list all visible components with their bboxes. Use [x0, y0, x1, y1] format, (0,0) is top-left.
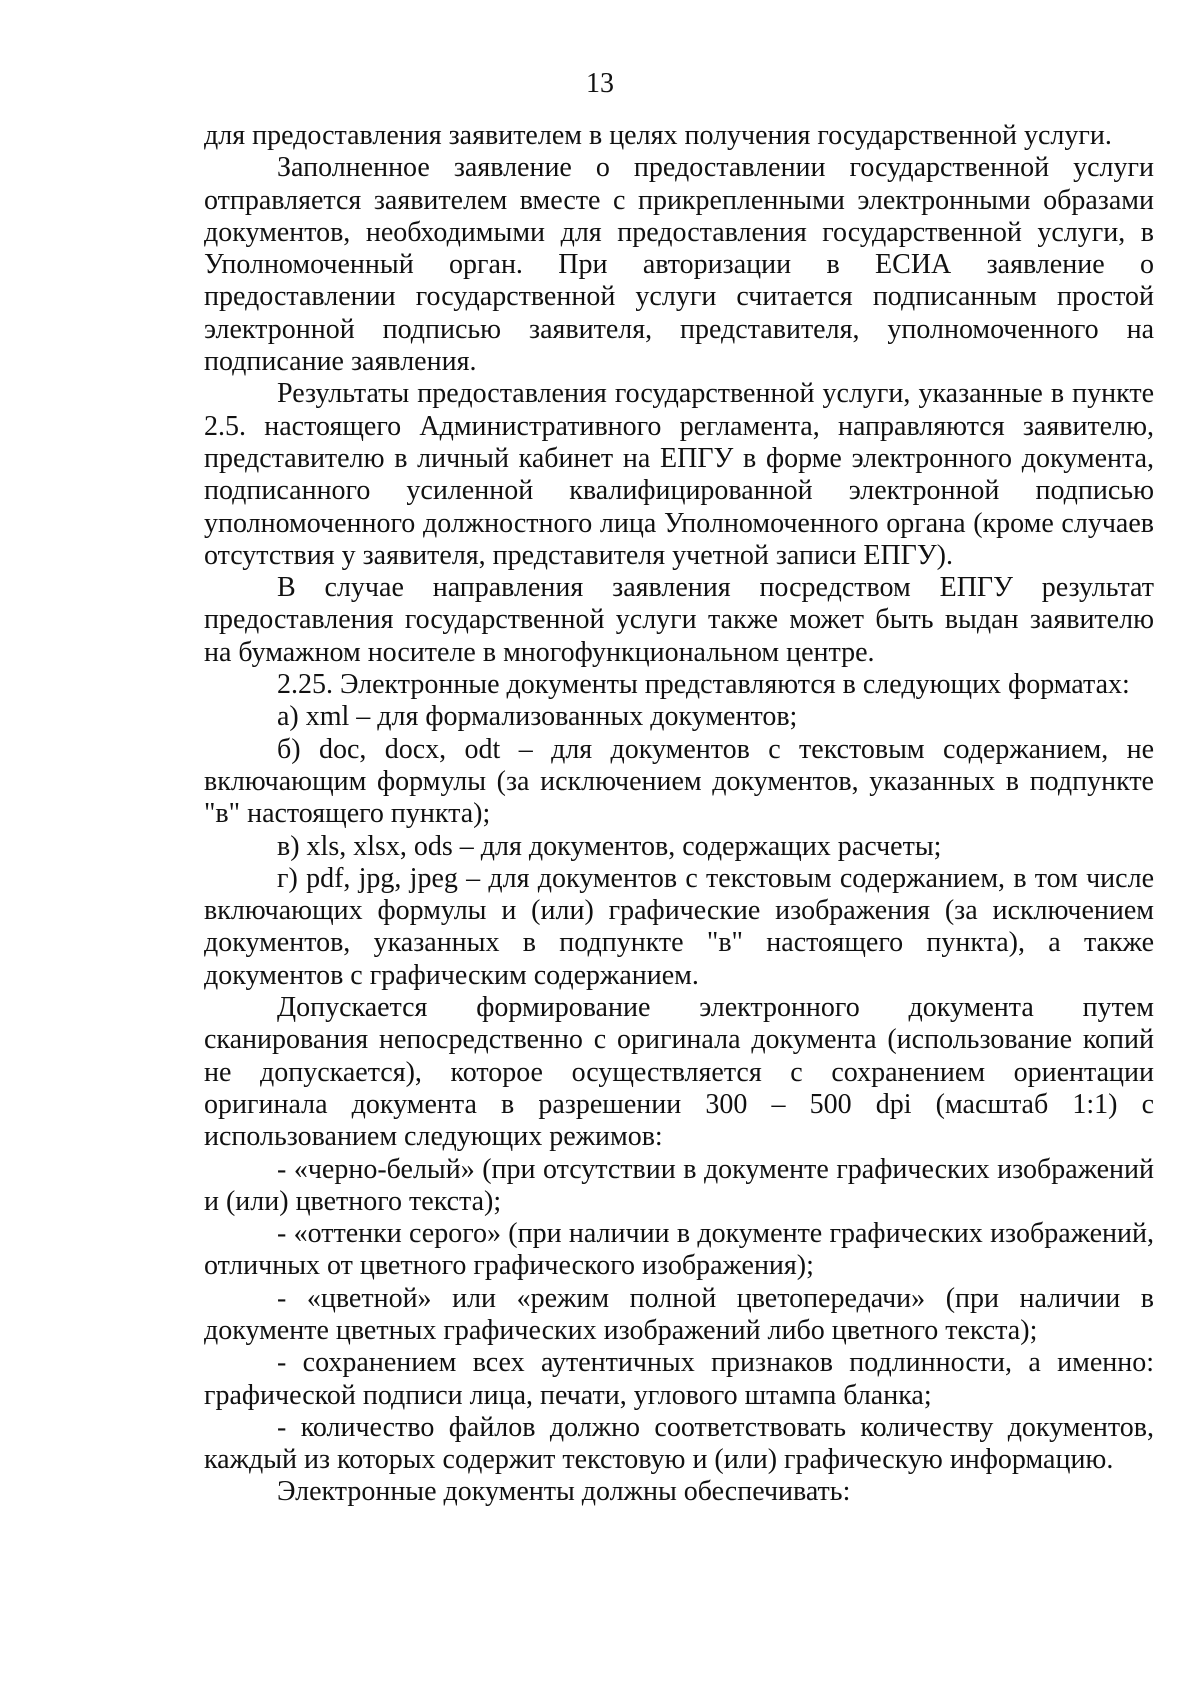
paragraph-paper-result: В случае направления заявления посредством ЕПГУ результат предоставления государственной услуги также может быть выдан заявителю на бумажном носителе в многофункциональном центре. — [204, 572, 1154, 668]
list-item-authenticity: - сохранением всех аутентичных признаков подлинности, а именно: графической подписи лица, печати, углового штампа бланка; — [204, 1347, 1154, 1411]
paragraph-formats-heading: 2.25. Электронные документы представляются в следующих форматах: — [277, 669, 1130, 701]
list-item-format-a: а) xml – для формализованных документов; — [277, 701, 798, 733]
paragraph-service-results: Результаты предоставления государственной услуги, указанные в пункте 2.5. настоящего Административного регламента, направляются заявителю, представителю в личный кабинет на ЕПГУ в форме электронного документа, подписанного усиленной квалифицированной электронной подписью уполномоченного должностного лица Уполномоченного органа (кроме случаев отсутствия у заявителя, представителя учетной записи ЕПГУ). — [204, 378, 1154, 571]
list-item-mode-bw: - «черно-белый» (при отсутствии в документе графических изображений и (или) цветного текста); — [204, 1153, 1154, 1217]
list-item-format-b: б) doc, docx, odt – для документов с текстовым содержанием, не включающим формулы (за исключением документов, указанных в подпункте "в" настоящего пункта); — [204, 733, 1154, 830]
paragraph-application-submission: Заполненное заявление о предоставлении государственной услуги отправляется заявителем вместе с прикрепленными электронными образами документов, необходимыми для предоставления государственной услуги, в Уполномоченный орган. При авторизации в ЕСИА заявление о предоставлении государственной услуги считается подписанным простой электронной подписью заявителя, представителя, уполномоченного на подписание заявления. — [204, 152, 1154, 378]
list-item-mode-color: - «цветной» или «режим полной цветопередачи» (при наличии в документе цветных графических изображений либо цветного текста); — [204, 1282, 1154, 1346]
document-body — [204, 120, 1154, 1509]
list-item-format-v: в) xls, xlsx, ods – для документов, содержащих расчеты; — [277, 830, 942, 862]
list-item-format-g: г) pdf, jpg, jpeg – для документов с текстовым содержанием, в том числе включающих формулы и (или) графические изображения (за исключением документов, указанных в подпункте "в" настоящего пункта), а также документов с графическим содержанием. — [204, 862, 1154, 991]
list-item-file-count: - количество файлов должно соответствовать количеству документов, каждый из которых содержит текстовую и (или) графическую информацию. — [204, 1411, 1154, 1476]
list-item-mode-grayscale: - «оттенки серого» (при наличии в документе графических изображений, отличных от цветного графического изображения); — [204, 1218, 1154, 1282]
paragraph-scanning: Допускается формирование электронного документа путем сканирования непосредственно с оригинала документа (использование копий не допускается), которое осуществляется с сохранением ориентации оригинала документа в разрешении 300 – 500 dpi (масштаб 1:1) с использованием следующих режимов: — [204, 992, 1154, 1153]
page-number: 13 — [586, 68, 614, 99]
paragraph-continuation: для предоставления заявителем в целях получения государственной услуги. — [204, 120, 1112, 151]
paragraph-requirements-heading: Электронные документы должны обеспечивать: — [277, 1476, 851, 1508]
